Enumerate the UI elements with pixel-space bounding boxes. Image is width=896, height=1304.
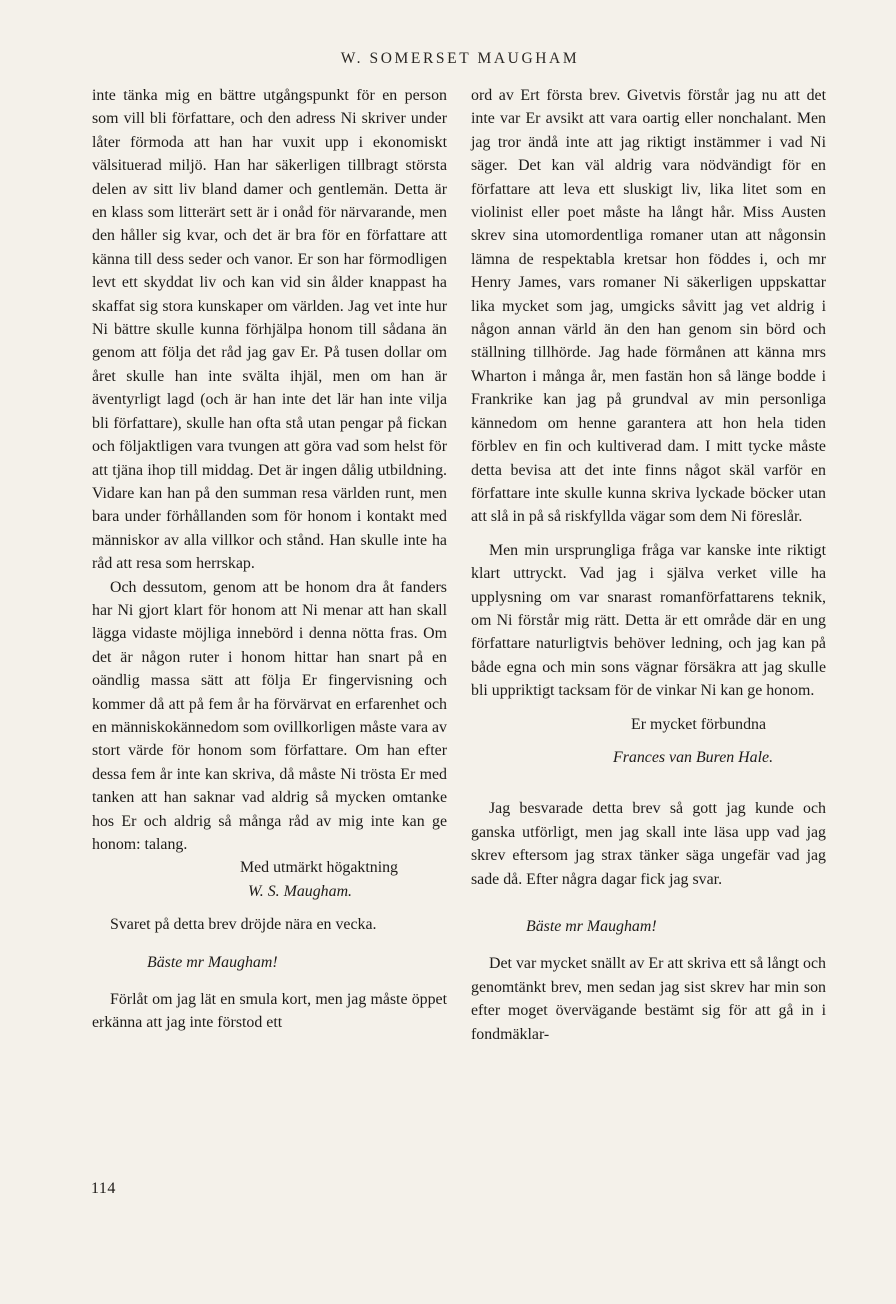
right-paragraph-1: ord av Ert första brev. Givetvis förstår jag nu att det inte var Er avsikt att vara oartig eller nonchalant. Men jag tror ändå inte att jag riktigt instämmer i vad Ni säger. Det kan väl aldrig vara nödvändigt för en författare att leva ett sluskigt liv, lika litet som en violinist eller poet måste ha långt hår. Miss Austen skrev sina utomordentliga romaner utan att någonsin lämna de respektabla kretsar hon föddes i, och mr Henry James, vars romaner Ni säkerligen uppskattar lika mycket som jag, umgicks såvitt jag vet aldrig i någon annan värld än den han genom sin börd och ställning tillhörde. Jag hade förmånen att känna mrs Wharton i många år, men fastän hon så länge bodde i Frankrike kan jag på grundval av min personliga kännedom om henne garantera att hon hela tiden förblev en fin och kultiverad dam. I mitt tycke måste detta bevisa att det inte finns något skäl varför en författare inte skulle kunna skriva lyckade böcker utan att slå in på så riskfyllda vägar som dem Ni föreslår. [471, 87, 826, 526]
right-paragraph-4: Det var mycket snällt av Er att skriva ett så långt och genomtänkt brev, men sedan jag sist skrev har min son efter moget övervägande bestämt sig för att gå in i fondmäklar- [471, 955, 826, 1043]
spacer [471, 905, 826, 915]
spacer [471, 529, 826, 539]
spacer [471, 783, 826, 797]
running-header: W. SOMERSET MAUGHAM [340, 50, 580, 67]
left-paragraph-3: Svaret på detta brev dröjde nära en vecka. [110, 916, 377, 934]
page-number: 114 [91, 1180, 116, 1197]
right-column [471, 84, 826, 1046]
spacer [471, 769, 826, 783]
left-salutation: Bäste mr Maugham! [147, 953, 278, 971]
left-paragraph-1: inte tänka mig en bättre utgångspunkt för en person som vill bli författare, och den adress Ni skriver under låter förmoda att han har vuxit upp i ekonomiskt välsituerad miljö. Han har säkerligen tillbragt största delen av sitt liv bland damer och gentlemän. Detta är en klass som litterärt sett är i onåd för närvarande, men den håller sig kvar, och det är bra för en författare att känna till dess seder och vanor. Er son har förmodligen levt ett skyddat liv och kan vid sin ålder knappast ha skaffat sig stora kunskaper om världen. Jag vet inte hur Ni bättre skulle kunna förhjälpa honom till sådana än genom att följa det råd jag gav Er. På tusen dollar om året skulle han inte svälta ihjäl, men om han är äventyrligt lagd (och är han inte det lär han inte vilja bli författare), skulle han ofta stå utan pengar på fickan och följaktligen vara tvungen att göra vad som helst för att tjäna ihop till middag. Det är ingen dålig utbildning. Vidare kan han på den summan resa världen runt, men bara under förhållanden som för honom i kontakt med människor av alla villkor och stånd. Han skulle inte ha råd att resa som herrskap. [92, 87, 447, 573]
right-paragraph-2: Men min ursprungliga fråga var kanske inte riktigt klart uttryckt. Vad jag i själva verket ville ha upplysning om var snarast romanförfattarens teknik, om Ni förstår mig rätt. Detta är ett område där en ung författare naturligtvis behöver ledning, och jag kan på både egna och min sons vägnar försäkra att jag skulle bli uppriktigt tacksam för de vinkar Ni kan ge honom. [471, 541, 826, 700]
spacer [92, 903, 447, 913]
spacer [471, 736, 826, 746]
right-signature: Frances van Buren Hale. [613, 748, 774, 766]
left-paragraph-4: Förlåt om jag lät en smula kort, men jag måste öppet erkänna att jag inte förstod ett [92, 991, 447, 1032]
left-column [92, 84, 447, 1035]
left-closing-line: Med utmärkt högaktning [240, 859, 398, 877]
right-salutation: Bäste mr Maugham! [526, 918, 657, 935]
spacer [471, 703, 826, 713]
spacer [92, 974, 447, 988]
spacer [471, 891, 826, 905]
left-signature: W. S. Maugham. [248, 882, 353, 900]
right-closing-line: Er mycket förbundna [631, 715, 767, 733]
left-paragraph-2: Och dessutom, genom att be honom dra åt fanders har Ni gjort klart för honom att Ni menar att han skall lägga vidaste möjliga innebörd i denna nötta fras. Om det är någon ruter i honom hittar han snart på en oändlig massa sätt att följa Er fingervisning och kommer då att på fem år ha förvärvat en erfarenhet och en människokännedom som ovillkorligen måste vara av stort värde för honom som författare. Om han efter dessa fem år inte kan skriva, då måste Ni trösta Er med tanken att han saknar vad aldrig så mycken omtanke hos Er och aldrig så många råd av mig inte kan ge honom: talang. [92, 578, 447, 853]
right-paragraph-3: Jag besvarade detta brev så gott jag kunde och ganska utförligt, men jag skall inte läsa upp vad jag skrev eftersom jag strax tänker säga ungefär vad jag sade då. Efter några dagar fick jag svar. [471, 800, 826, 888]
spacer [92, 937, 447, 951]
spacer [471, 938, 826, 952]
